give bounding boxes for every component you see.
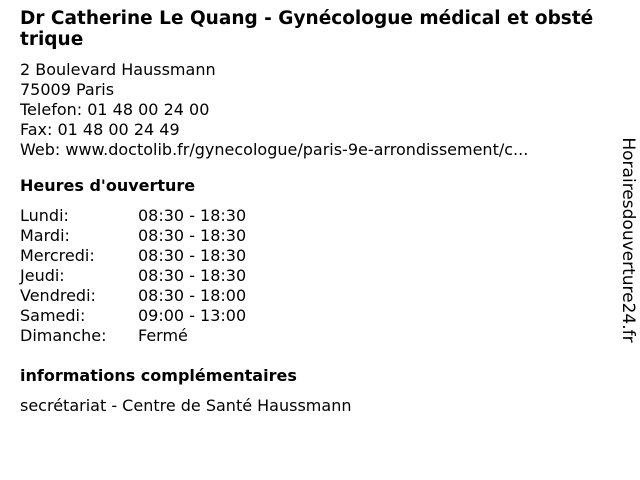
hours-row-wednesday	[20, 246, 600, 266]
hours-row-thursday	[20, 266, 600, 286]
time-range: 08:30 - 18:30	[138, 266, 247, 285]
time-range: 08:30 - 18:30	[138, 246, 247, 265]
time-range: 09:00 - 13:00	[138, 306, 247, 325]
website-link[interactable]: Web: www.doctolib.fr/gynecologue/paris-9e-arrondissement/c...	[20, 140, 529, 159]
hours-row-friday	[20, 286, 600, 306]
practice-title: Dr Catherine Le Quang - Gynécologue médical et obstétrique	[20, 8, 594, 50]
phone-number: Telefon: 01 48 00 24 00	[20, 100, 210, 119]
day-label: Vendredi:	[20, 286, 96, 305]
additional-info-heading: informations complémentaires	[20, 366, 297, 385]
hours-row-tuesday	[20, 226, 600, 246]
fax-number: Fax: 01 48 00 24 49	[20, 120, 180, 139]
opening-hours-heading: Heures d'ouverture	[20, 176, 196, 195]
hours-row-sunday	[20, 326, 600, 346]
time-range: 08:30 - 18:30	[138, 206, 247, 225]
day-label: Mardi:	[20, 226, 70, 245]
time-range: 08:30 - 18:30	[138, 226, 247, 245]
hours-row-saturday	[20, 306, 600, 326]
site-watermark: Horairesdouverture24.fr	[618, 137, 638, 343]
day-label: Mercredi:	[20, 246, 95, 265]
time-range: Fermé	[138, 326, 188, 345]
hours-row-monday	[20, 206, 600, 226]
address-street: 2 Boulevard Haussmann	[20, 60, 216, 79]
day-label: Lundi:	[20, 206, 69, 225]
time-range: 08:30 - 18:00	[138, 286, 247, 305]
opening-hours-list	[20, 206, 600, 346]
contact-block	[20, 60, 600, 160]
day-label: Jeudi:	[20, 266, 65, 285]
practice-card	[20, 8, 600, 416]
day-label: Dimanche:	[20, 326, 107, 345]
day-label: Samedi:	[20, 306, 86, 325]
additional-info-text: secrétariat - Centre de Santé Haussmann	[20, 396, 352, 415]
address-city: 75009 Paris	[20, 80, 115, 99]
